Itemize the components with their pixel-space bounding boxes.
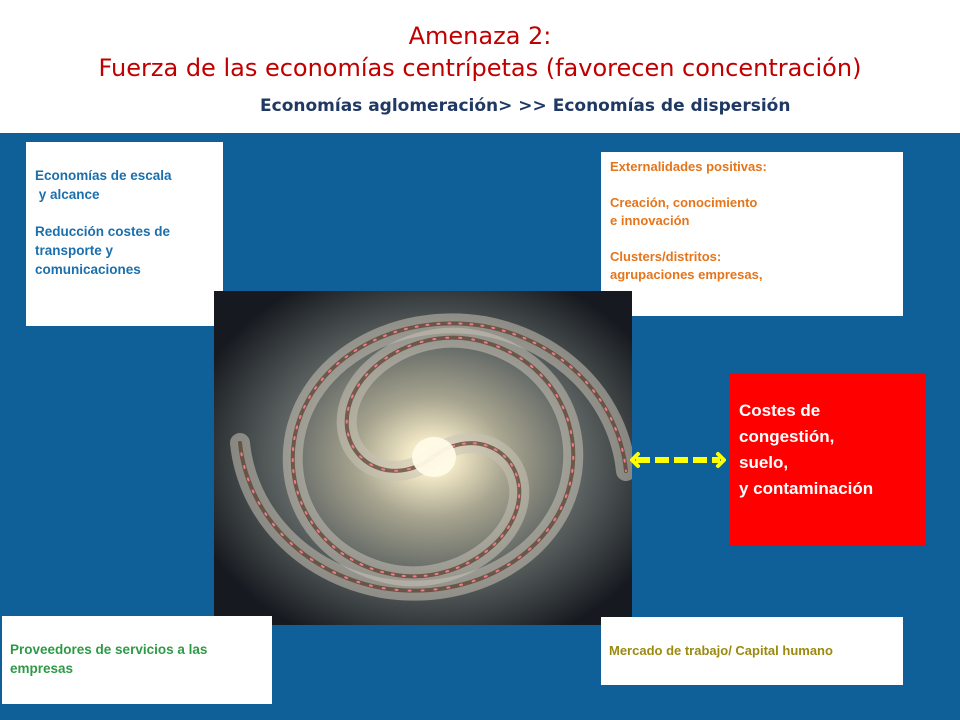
box-labor-market — [601, 617, 903, 685]
box-congestion-costs — [730, 374, 926, 546]
text-line: Proveedores de servicios a las — [10, 642, 208, 657]
text-line: Economías de escala — [35, 168, 172, 183]
text-line: comunicaciones — [35, 262, 141, 277]
text-line: Creación, conocimiento — [610, 195, 758, 210]
text-line: y alcance — [35, 187, 100, 202]
subtitle: Economías aglomeración> >> Economías de dispersión — [260, 96, 791, 116]
galaxy-image — [214, 291, 632, 625]
spacer — [610, 176, 895, 194]
text-line: Clusters/distritos: — [610, 249, 722, 264]
text-line: y contaminación — [739, 479, 874, 498]
text-line: Mercado de trabajo/ Capital humano — [609, 643, 833, 658]
text-line: e innovación — [610, 213, 690, 228]
title-line-2: Fuerza de las economías centrípetas (favorecen concentración) — [98, 54, 862, 82]
box-service-providers — [2, 616, 272, 704]
spacer — [35, 204, 215, 222]
galaxy-svg — [214, 291, 632, 625]
text-line: transporte y — [35, 243, 114, 258]
galaxy-core — [412, 437, 456, 477]
text-line: empresas — [10, 661, 74, 676]
text-line: Costes de — [739, 401, 821, 420]
title-line-1: Amenaza 2: — [408, 22, 552, 50]
box-positive-externalities — [601, 152, 903, 316]
text-line: congestión, — [739, 427, 835, 446]
text-line: Reducción costes de — [35, 224, 171, 239]
spacer — [610, 230, 895, 248]
double-arrow-icon — [630, 450, 726, 470]
box-economies-of-scale — [26, 142, 223, 326]
text-line: agrupaciones empresas, — [610, 267, 763, 282]
text-line: suelo, — [739, 453, 789, 472]
text-line: Externalidades positivas: — [610, 159, 767, 174]
